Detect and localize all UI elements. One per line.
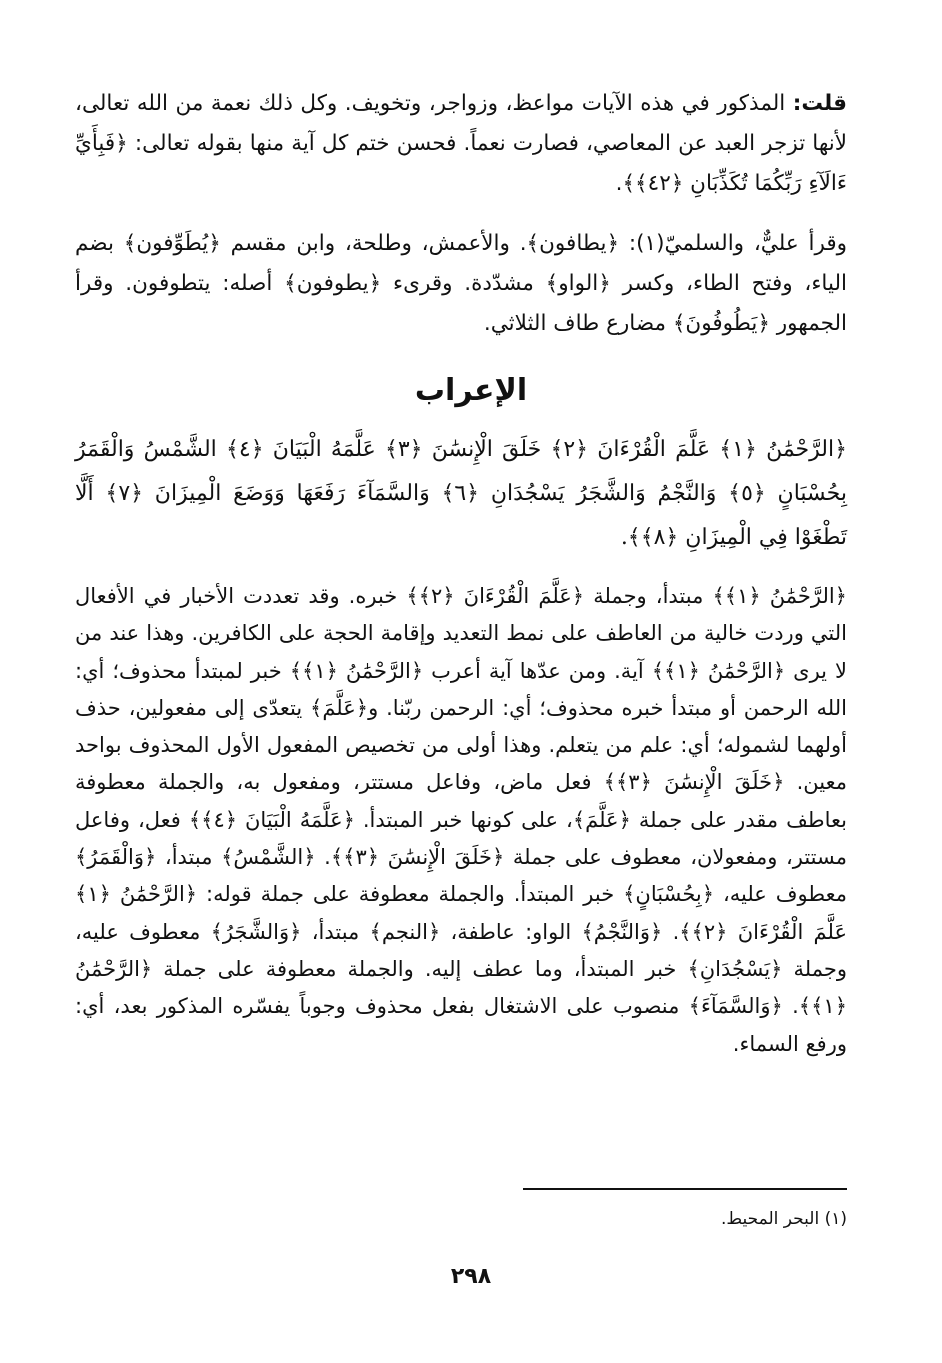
- analysis-text: ﴿الرَّحْمَٰنُ ﴿١﴾﴾ مبتدأ، وجملة ﴿عَلَّمَ الْقُرْءَانَ ﴿٢﴾﴾ خبره. وقد تعددت الأخبار في الأفعال التي وردت خالية من العاطف على نمط التعديد وإقامة الحجة على الكافرين. وهذا عند من لا يرى ﴿الرَّحْمَٰنُ ﴿١﴾﴾ آية. ومن عدّها آية أعرب ﴿الرَّحْمَٰنُ ﴿١﴾﴾ خبر لمبتدأ محذوف؛ أي: الله الرحمن أو مبتدأ خبره محذوف؛ أي: الرحمن ربّنا. و﴿عَلَّمَ﴾ يتعدّى إلى مفعولين، حذف أولهما لشموله؛ أي: علم من يتعلم. وهذا أولى من تخصيص المفعول الأول المحذوف بواحد معين. ﴿خَلَقَ الْإِنسَٰنَ ﴿٣﴾﴾ فعل ماض، وفاعل مستتر، ومفعول به، والجملة معطوفة بعاطف مقدر على جملة ﴿عَلَّمَ﴾، على كونها خبر المبتدأ. ﴿عَلَّمَهُ الْبَيَانَ ﴿٤﴾﴾ فعل، وفاعل مستتر، ومفعولان، معطوف على جملة ﴿خَلَقَ الْإِنسَٰنَ ﴿٣﴾﴾. ﴿الشَّمْسُ﴾ مبتدأ، ﴿وَالْقَمَرُ﴾ معطوف عليه، ﴿بِحُسْبَانٍ﴾ خبر المبتدأ. والجملة معطوفة على جملة قوله: ﴿الرَّحْمَٰنُ ﴿١﴾ عَلَّمَ الْقُرْءَانَ ﴿٢﴾﴾. ﴿وَالنَّجْمُ﴾ الواو: عاطفة، ﴿النجم﴾ مبتدأ، ﴿وَالشَّجَرُ﴾ معطوف عليه، وجملة ﴿يَسْجُدَانِ﴾ خبر المبتدأ، وما عطف إليه. والجملة معطوفة على جملة ﴿الرَّحْمَٰنُ ﴿١﴾﴾. ﴿وَالسَّمَآءَ﴾ منصوب على الاشتغال بفعل محذوف وجوباً يفسّره المذكور بعد، أي: ورفع السماء.: [75, 584, 847, 1056]
- analysis-paragraph: [75, 578, 847, 1063]
- reading-text: وقرأ عليٌّ، والسلميّ(١): ﴿يطافون﴾. والأعمش، وطلحة، وابن مقسم ﴿يُطَوِّفون﴾ بضم الياء، وفتح الطاء، وكسر ﴿الواو﴾ مشدّدة. وقرىء ﴿يطوفون﴾ أصله: يتطوفون. وقرأ الجمهور ﴿يَطُوفُونَ﴾ مضارع طاف الثلاثي.: [75, 231, 847, 336]
- intro-lead: قلت:: [792, 91, 847, 116]
- footnote-divider: [523, 1188, 847, 1190]
- section-heading: الإعراب: [414, 373, 528, 408]
- reading-paragraph: [75, 224, 847, 344]
- quran-verses: ﴿الرَّحْمَٰنُ ﴿١﴾ عَلَّمَ الْقُرْءَانَ ﴿٢﴾ خَلَقَ الْإِنسَٰنَ ﴿٣﴾ عَلَّمَهُ الْبَيَانَ ﴿٤﴾ الشَّمْسُ وَالْقَمَرُ بِحُسْبَانٍ ﴿٥﴾ وَالنَّجْمُ وَالشَّجَرُ يَسْجُدَانِ ﴿٦﴾ وَالسَّمَآءَ رَفَعَهَا وَوَضَعَ الْمِيزَانَ ﴿٧﴾ أَلَّا تَطْغَوْا فِي الْمِيزَانِ ﴿٨﴾﴾.: [75, 437, 847, 550]
- page-number: ٢٩٨: [450, 1264, 492, 1289]
- intro-paragraph: [75, 84, 847, 204]
- intro-text: المذكور في هذه الآيات مواعظ، وزواجر، وتخويف. وكل ذلك نعمة من الله تعالى، لأنها تزجر العبد عن المعاصي، فصارت نعماً. فحسن ختم كل آية منها بقوله تعالى: ﴿فَبِأَيِّ ءَالَآءِ رَبِّكُمَا تُكَذِّبَانِ ﴿٤٢﴾﴾.: [75, 91, 847, 196]
- footnote: (١) البحر المحيط.: [721, 1209, 847, 1229]
